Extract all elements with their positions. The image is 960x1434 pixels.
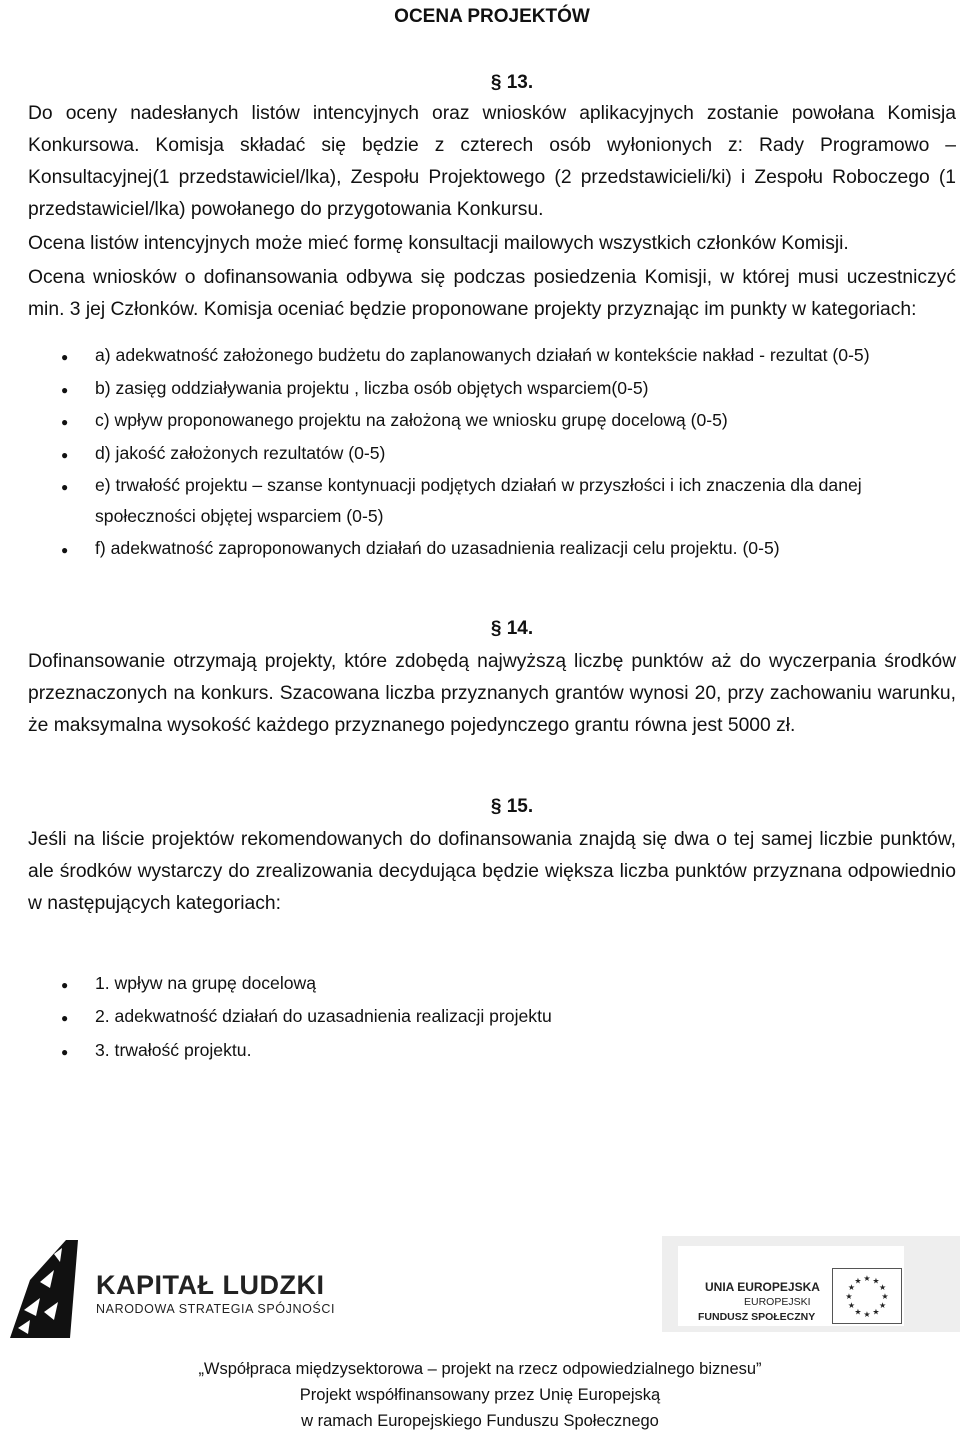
logo-subtitle: NARODOWA STRATEGIA SPÓJNOŚCI bbox=[96, 1302, 336, 1316]
kapital-ludzki-emblem-icon bbox=[10, 1240, 82, 1340]
eu-logo bbox=[662, 1236, 960, 1332]
list-item: ● e) trwałość projektu – szanse kontynuacji podjętych działań w przyszłości i ich znaczenia dla danej społeczności objętej wsparciem (0-5) bbox=[28, 470, 928, 531]
eu-star-icon: ★ bbox=[854, 1307, 862, 1317]
bullet-icon bbox=[61, 1035, 68, 1068]
paragraph: Dofinansowanie otrzymają projekty, które zdobędą najwyższą liczbę punktów aż do wyczerpania środków przeznaczonych na konkurs. Szacowana liczba przyznanych grantów wynosi 20, przy zachowaniu warunku, że maksymalna wysokość każdego przyznanego pojedynczego grantu równa jest 5000 zł. bbox=[28, 650, 956, 736]
eu-flag-icon bbox=[832, 1268, 902, 1324]
eu-star-icon: ★ bbox=[879, 1283, 887, 1292]
section-heading: § 14. bbox=[490, 617, 534, 639]
eu-star-icon: ★ bbox=[863, 1274, 871, 1283]
eu-line-2: EUROPEJSKI bbox=[744, 1296, 811, 1308]
eu-star-icon: ★ bbox=[847, 1301, 855, 1310]
bullet-icon bbox=[61, 968, 68, 1001]
section-13 bbox=[28, 68, 956, 564]
eu-star-icon: ★ bbox=[872, 1276, 880, 1286]
bullet-icon bbox=[61, 340, 68, 373]
bullet-icon bbox=[61, 1001, 68, 1034]
document-title: OCENA PROJEKTÓW bbox=[394, 6, 590, 27]
list-item: ● b) zasięg oddziaływania projektu , liczba osób objętych wsparciem(0-5) bbox=[28, 373, 928, 404]
document-page bbox=[28, 0, 956, 1068]
kapital-ludzki-logo bbox=[10, 1240, 340, 1340]
eu-line-1: UNIA EUROPEJSKA bbox=[705, 1280, 820, 1294]
eu-star-icon: ★ bbox=[863, 1310, 871, 1319]
bullet-icon bbox=[61, 438, 68, 471]
list-item: ● d) jakość założonych rezultatów (0-5) bbox=[28, 438, 928, 469]
footer-project-name: „Współpraca międzysektorowa – projekt na rzecz odpowiedzialnego biznesu” bbox=[198, 1360, 762, 1378]
priority-list bbox=[28, 968, 956, 1066]
eu-star-icon: ★ bbox=[845, 1292, 853, 1301]
eu-star-icon: ★ bbox=[872, 1307, 880, 1317]
list-item: ● 3. trwałość projektu. bbox=[28, 1035, 956, 1066]
logo-title: KAPITAŁ LUDZKI bbox=[96, 1270, 325, 1300]
eu-star-icon: ★ bbox=[854, 1276, 862, 1286]
eu-star-icon: ★ bbox=[881, 1292, 889, 1301]
eu-line-3: FUNDUSZ SPOŁECZNY bbox=[698, 1311, 816, 1323]
list-item: ● 2. adekwatność działań do uzasadnienia realizacji projektu bbox=[28, 1001, 956, 1032]
bullet-icon bbox=[61, 470, 68, 503]
footer-fund: w ramach Europejskiego Funduszu Społecznego bbox=[301, 1412, 659, 1430]
paragraph: Ocena listów intencyjnych może mieć formę konsultacji mailowych wszystkich członków Komisji. bbox=[28, 233, 849, 254]
bullet-icon bbox=[61, 405, 68, 438]
list-item: ● 1. wpływ na grupę docelową bbox=[28, 968, 956, 999]
list-item: ● f) adekwatność zaproponowanych działań do uzasadnienia realizacji celu projektu. (0-5) bbox=[28, 533, 928, 564]
bullet-icon bbox=[61, 533, 68, 566]
footer-cofinancing: Projekt współfinansowany przez Unię Europejską bbox=[299, 1386, 661, 1404]
list-item: ● a) adekwatność założonego budżetu do zaplanowanych działań w kontekście nakład - rezultat (0-5) bbox=[28, 340, 928, 371]
list-item: ● c) wpływ proponowanego projektu na założoną we wniosku grupę docelową (0-5) bbox=[28, 405, 928, 436]
criteria-list bbox=[28, 340, 928, 564]
bullet-icon bbox=[61, 373, 68, 406]
section-15 bbox=[28, 792, 956, 1066]
paragraph: Jeśli na liście projektów rekomendowanych do dofinansowania znajdą się dwa o tej samej liczbie punktów, ale środków wystarczy do zrealizowania decydująca będzie większa liczba punktów przyznana odpowiednio w następujących kategoriach: bbox=[28, 828, 956, 914]
eu-logo-box bbox=[678, 1246, 904, 1326]
paragraph: Ocena wniosków o dofinansowania odbywa się podczas posiedzenia Komisji, w której musi uczestniczyć min. 3 jej Członków. Komisja oceniać będzie proponowane projekty przyznając im punkty w kategoriach: bbox=[28, 267, 956, 320]
paragraph: Do oceny nadesłanych listów intencyjnych oraz wniosków aplikacyjnych zostanie powołana Komisja Konkursowa. Komisja składać się będzie z czterech osób wyłonionych z: Rady Programowo – Konsultacyjnej(1 przedstawiciel/lka), Zespołu Projektowego (2 przedstawicieli/ki) i Zespołu Roboczego (1 przedstawiciel/lka) powołanego do przygotowania Konkursu. bbox=[28, 103, 956, 220]
section-heading: § 15. bbox=[490, 795, 534, 817]
eu-star-icon: ★ bbox=[847, 1283, 855, 1292]
section-heading: § 13. bbox=[490, 72, 534, 93]
footer bbox=[0, 1356, 960, 1434]
eu-star-icon: ★ bbox=[879, 1301, 887, 1310]
section-14 bbox=[28, 614, 956, 742]
